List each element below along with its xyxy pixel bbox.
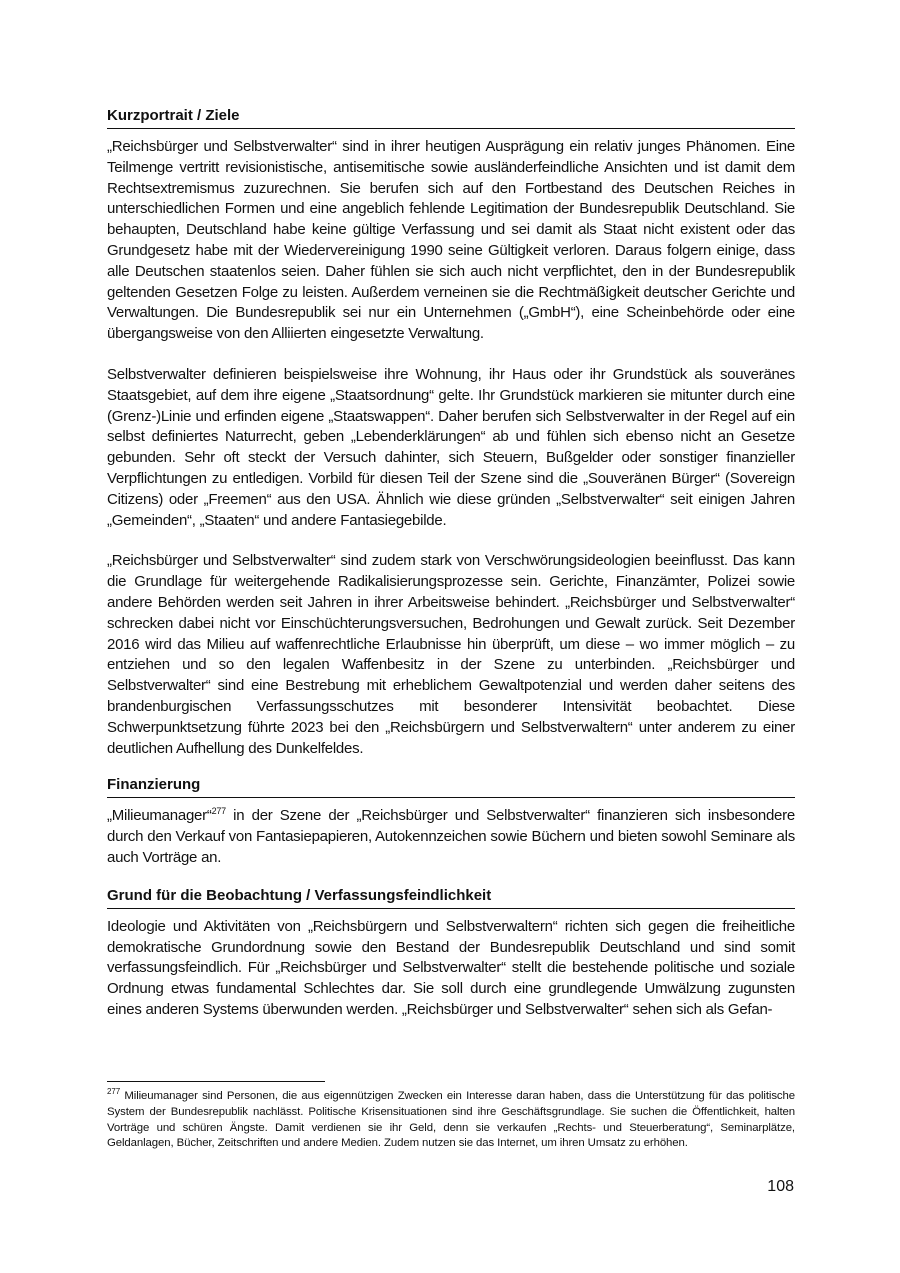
document-page [107,0,795,1021]
paragraph: „Reichsbürger und Selbstverwalter“ sind in ihrer heutigen Ausprägung ein relativ junges Phänomen. Eine Teilmenge vertritt revisionistische, antisemitische sowie ausländerfeindliche Ansichten und ist damit dem Rechtsextremismus zuzurechnen. Sie berufen sich auf den Fortbestand des Deutschen Reiches in unterschiedlichen Formen und eine angeblich fehlende Legitimation der Bundesrepublik Deutschland. Sie behaupten, Deutschland habe keine gültige Verfassung und sei damit als Staat nicht existent oder das Grundgesetz habe mit der Wiedervereinigung 1990 seine Gültigkeit verloren. Daraus folgern einige, dass alle Deutschen staatenlos seien. Daher fühlen sie sich auch nicht verpflichtet, den in der Bundesrepublik geltenden Gesetzen Folge zu leisten. Außerdem verneinen sie die Rechtmäßigkeit deutscher Gerichte und Verwaltungen. Die Bundesrepublik sei nur ein Unternehmen („GmbH“), eine Scheinbehörde oder eine übergangsweise von den Alliierten eingesetzte Verwaltung. [107,138,795,343]
paragraph-rest: in der Szene der „Reichsbürger und Selbstverwalter“ finanzieren sich insbesondere durch den Verkauf von Fantasiepapieren, Autokennzeichen sowie Büchern und bieten sowohl Seminare als auch Vorträge an. [107,807,795,866]
footnote-number: 277 [107,1087,121,1097]
footnote-text: Milieumanager sind Personen, die aus eigennützigen Zwecken ein Interesse daran haben, dass die Unterstützung für das politische System der Bundesrepublik nachlässt. Politische Krisensituationen sind ihre Geschäftsgrundlage. Sie suchen die Öffentlichkeit, halten Vorträge und schüren Ängste. Damit verdienen sie ihr Geld, denn sie verkaufen „Rechts- und Steuerberatung“, Seminarplätze, Geldanlagen, Bücher, Zeitschriften und andere Medien. Zudem nutzen sie das Internet, um ihren Umsatz zu erhöhen. [107,1090,795,1150]
paragraph: Selbstverwalter definieren beispielsweise ihre Wohnung, ihr Haus oder ihr Grundstück als souveränes Staatsgebiet, auf dem ihre eigene „Staatsordnung“ gelte. Ihr Grundstück markieren sie mitunter durch eine (Grenz-)Linie und erfinden eigene „Staatswappen“. Daher berufen sich Selbstverwalter in der Regel auf ein selbst definiertes Naturrecht, geben „Lebenderklärungen“ ab und fühlen sich ebenso nicht an Gesetze gebunden. Sehr oft steckt der Versuch dahinter, sich Steuern, Bußgelder oder sonstiger finanzieller Verpflichtungen zu entledigen. Vorbild für diesen Teil der Szene sind die „Souveränen Bürger“ (Sovereign Citizens) oder „Freemen“ aus den USA. Ähnlich wie diese gründen „Selbstverwalter“ seit einigen Jahren „Gemeinden“, „Staaten“ und andere Fantasiegebilde. [107,365,795,529]
footnote [107,1089,795,1152]
paragraph: Ideologie und Aktivitäten von „Reichsbürgern und Selbstverwaltern“ richten sich gegen die freiheitliche demokratische Grundordnung sowie den Bestand der Bundesrepublik Deutschland und sind somit verfassungsfeindlich. Für „Reichsbürger und Selbstverwalter“ stellt die bestehende politische und soziale Ordnung etwas fundamental Schlechtes dar. Sie soll durch eine grundlegende Umwälzung zugunsten eines anderen Systems überwunden werden. „Reichsbürger und Selbstverwalter“ sehen sich als Gefan- [107,917,795,1018]
footnote-separator [107,1081,325,1082]
section-heading-grund: Grund für die Beobachtung / Verfassungsfeindlichkeit [107,886,795,909]
section-heading-finanzierung: Finanzierung [107,775,795,798]
paragraph-lead: „Milieumanager“ [107,807,212,825]
paragraph: „Reichsbürger und Selbstverwalter“ sind zudem stark von Verschwörungsideologien beeinflusst. Das kann die Grundlage für weitergehende Radikalisierungsprozesse sein. Gerichte, Finanzämter, Polizei sowie andere Behörden werden seit Jahren in ihrer Arbeitsweise behindert. „Reichsbürger und Selbstverwalter“ schrecken dabei nicht vor Einschüchterungsversuchen, Bedrohungen und Gewalt zurück. Seit Dezember 2016 wird das Milieu auf waffenrechtliche Erlaubnisse hin überprüft, um diese – wo immer möglich – zu entziehen und so den legalen Waffenbesitz in der Szene zu unterbinden. „Reichsbürger und Selbstverwalter“ sind eine Bestrebung mit erheblichem Gewaltpotenzial und werden daher seitens des brandenburgischen Verfassungsschutzes mit besonderer Intensivität beobachtet. Diese Schwerpunktsetzung führte 2023 bei den „Reichsbürgern und Selbstverwaltern“ unter anderem zu einer deutlichen Aufhellung des Dunkelfeldes. [107,552,795,757]
footnote-reference[interactable]: 277 [211,806,226,817]
paragraph [107,806,795,868]
page-number: 108 [767,1178,794,1195]
section-heading-kurzportrait: Kurzportrait / Ziele [107,106,795,129]
